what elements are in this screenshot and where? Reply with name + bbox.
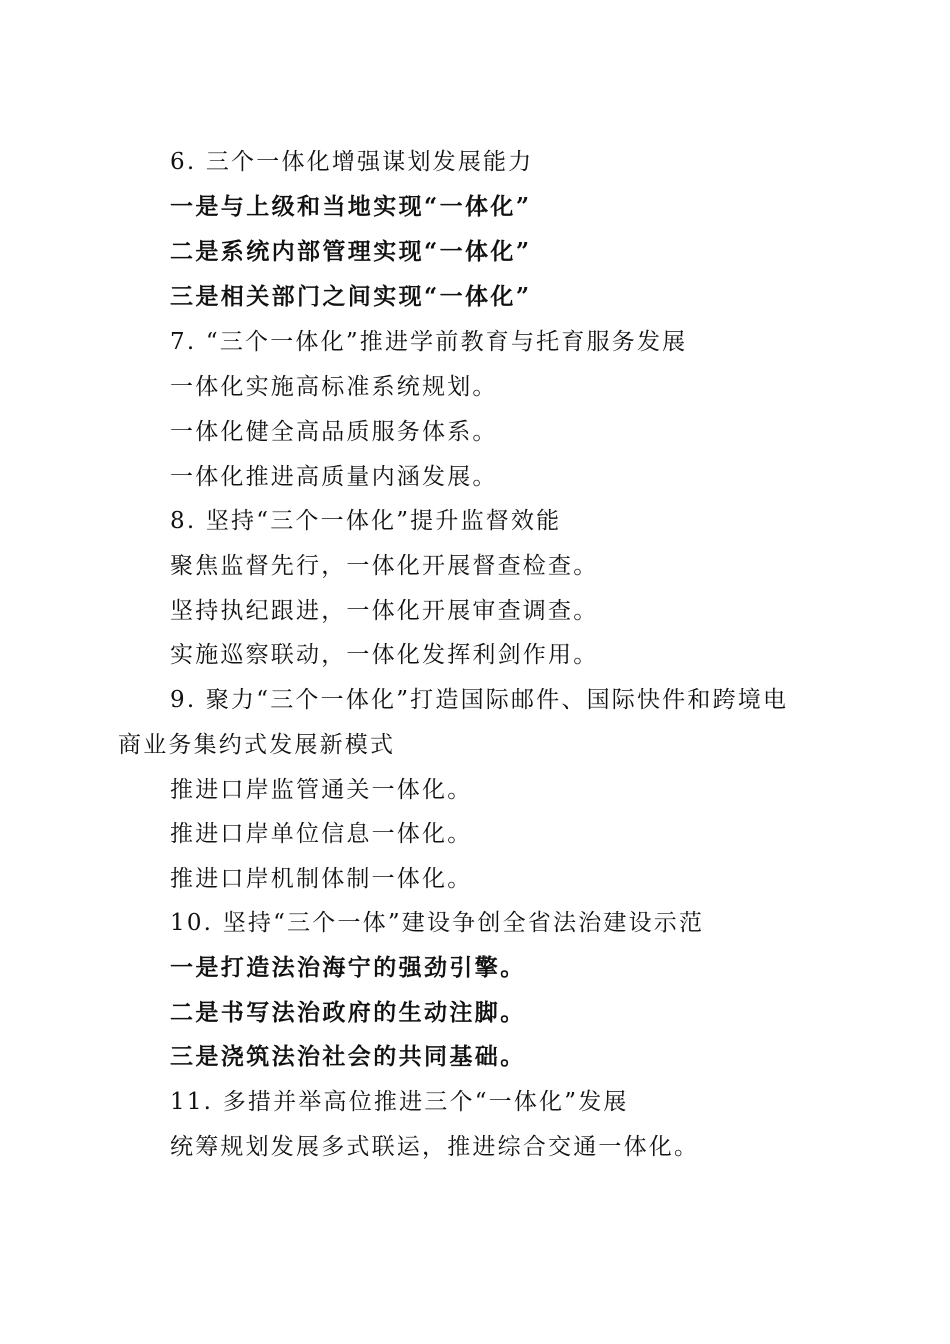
point-line: 三是相关部门之间实现“一体化” [170, 283, 532, 310]
point-line: 坚持执纪跟进，一体化开展审查调查。 [170, 598, 599, 624]
point-line: 一体化健全高品质服务体系。 [170, 419, 498, 445]
section-heading-11: 11. 多措并举高位推进三个“一体化”发展 [170, 1089, 629, 1115]
point-line: 三是浇筑法治社会的共同基础。 [170, 1043, 526, 1070]
point-line: 统筹规划发展多式联运，推进综合交通一体化。 [170, 1134, 700, 1160]
point-line: 二是书写法治政府的生动注脚。 [170, 999, 526, 1026]
point-line: 一体化推进高质量内涵发展。 [170, 464, 498, 490]
point-line: 实施巡察联动，一体化发挥利剑作用。 [170, 642, 599, 668]
point-line: 一是打造法治海宁的强劲引擎。 [170, 954, 526, 981]
point-line: 推进口岸机制体制一体化。 [170, 866, 473, 892]
section-heading-7: 7. “三个一体化”推进学前教育与托育服务发展 [170, 329, 688, 355]
section-heading-10: 10. 坚持“三个一体”建设争创全省法治建设示范 [170, 910, 705, 936]
section-heading-9: 9. 聚力“三个一体化”打造国际邮件、国际快件和跨境电 [170, 687, 789, 713]
point-line: 推进口岸监管通关一体化。 [170, 777, 473, 803]
section-heading-6: 6. 三个一体化增强谋划发展能力 [170, 149, 534, 175]
section-heading-8: 8. 坚持“三个一体化”提升监督效能 [170, 508, 562, 534]
point-line: 聚焦监督先行，一体化开展督查检查。 [170, 553, 599, 579]
section-heading-9-continued: 商业务集约式发展新模式 [118, 732, 396, 758]
point-line: 一体化实施高标准系统规划。 [170, 374, 498, 400]
point-line: 二是系统内部管理实现“一体化” [170, 238, 532, 265]
point-line: 推进口岸单位信息一体化。 [170, 821, 473, 847]
point-line: 一是与上级和当地实现“一体化” [170, 193, 532, 220]
